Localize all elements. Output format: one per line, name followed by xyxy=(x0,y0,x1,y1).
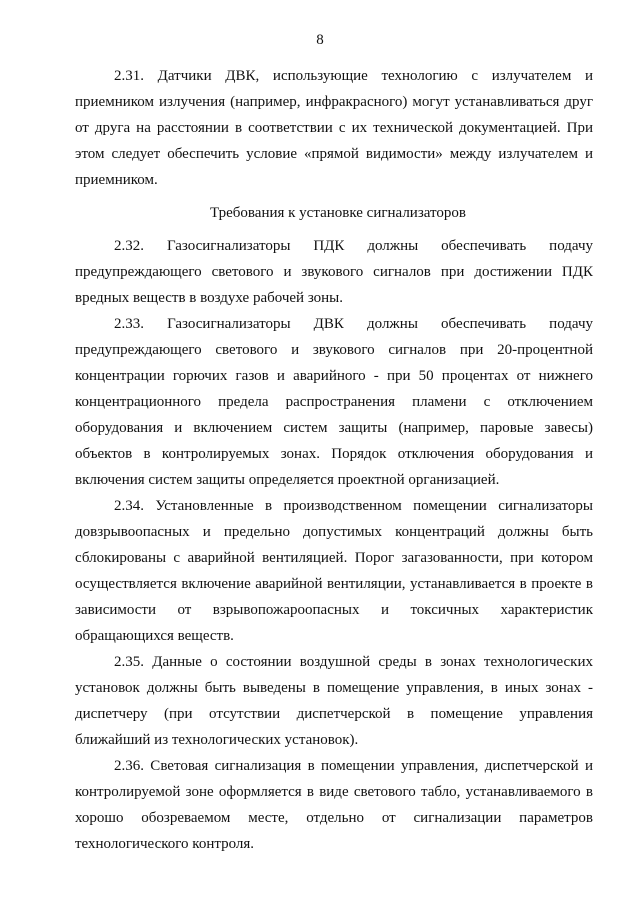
paragraph-2-35: 2.35. Данные о состоянии воздушной среды в зонах технологических установок должны быть выведены в помещение управления, в иных зонах - диспетчеру (при отсутствии диспетчерской в помещение управления ближайший из технологических установок). xyxy=(75,654,593,748)
paragraph-2-33: 2.33. Газосигнализаторы ДВК должны обеспечивать подачу предупреждающего светового и звукового сигналов при 20-процентной концентрации горючих газов и аварийного - при 50 процентах от нижнего концентрационного предела распространения пламени с отключением оборудования и включением систем защиты (например, паровые завесы) объектов в контролируемых зонах. Порядок отключения оборудования и включения систем защиты определяется проектной организацией. xyxy=(75,316,593,488)
paragraph-2-34: 2.34. Установленные в производственном помещении сигнализаторы довзрывоопасных и предельно допустимых концентраций должны быть сблокированы с аварийной вентиляцией. Порог загазованности, при котором осуществляется включение аварийной вентиляции, устанавливается в проекте в зависимости от взрывопожароопасных и токсичных характеристик обращающихся веществ. xyxy=(75,498,593,644)
document-body xyxy=(75,63,593,857)
paragraph-2-32: 2.32. Газосигнализаторы ПДК должны обеспечивать подачу предупреждающего светового и звукового сигналов при достижении ПДК вредных веществ в воздухе рабочей зоны. xyxy=(75,238,593,306)
paragraph-2-31: 2.31. Датчики ДВК, использующие технологию с излучателем и приемником излучения (например, инфракрасного) могут устанавливаться друг от друга на расстоянии в соответствии с их технической документацией. При этом следует обеспечить условие «прямой видимости» между излучателем и приемником. xyxy=(75,68,593,188)
page-number: 8 xyxy=(316,32,324,48)
paragraph-2-36: 2.36. Световая сигнализация в помещении управления, диспетчерской и контролируемой зоне оформляется в виде светового табло, устанавливаемого в хорошо обозреваемом месте, отдельно от сигнализации параметров технологического контроля. xyxy=(75,758,593,852)
section-heading: Требования к установке сигнализаторов xyxy=(210,205,466,221)
